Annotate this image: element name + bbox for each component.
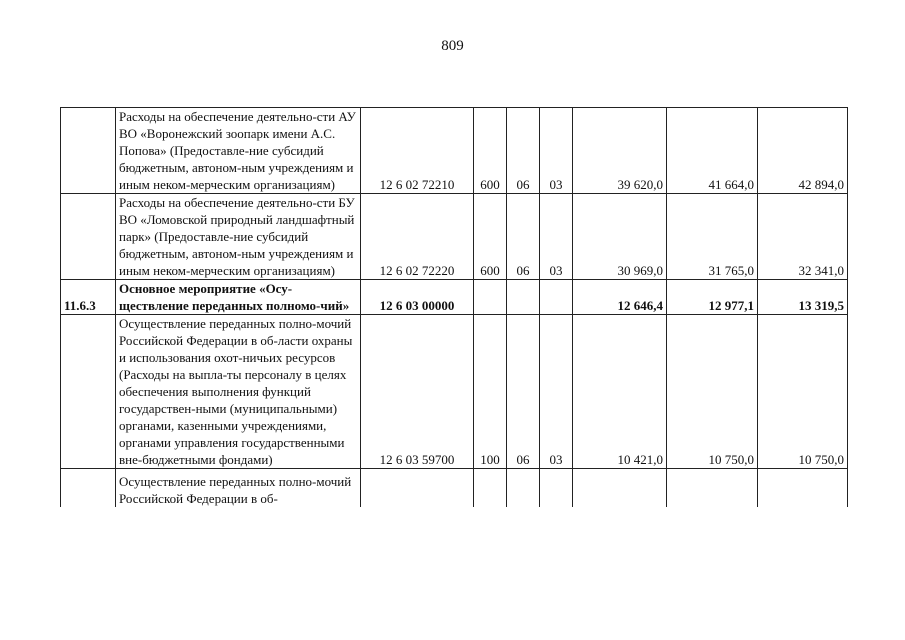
section-code: 06 [507,315,540,469]
amount-year-3: 32 341,0 [758,194,848,280]
row-number [61,315,116,469]
expense-type-code [474,469,507,507]
amount-year-1: 12 646,4 [573,280,667,315]
target-article-code [361,469,474,507]
row-description: Расходы на обеспечение деятельно-сти БУ ВО «Ломовской природный ландшафтный парк» (Предоставле-ние субсидий бюджетным, автоном-ным учреждениям и иным неком-мерческим организациям) [116,194,361,280]
amount-year-2 [667,469,758,507]
target-article-code: 12 6 03 00000 [361,280,474,315]
budget-table [60,107,848,507]
amount-year-1: 30 969,0 [573,194,667,280]
section-code: 06 [507,108,540,194]
row-number [61,194,116,280]
section-code [507,469,540,507]
amount-year-2: 31 765,0 [667,194,758,280]
table-row [61,315,848,469]
expense-type-code: 600 [474,194,507,280]
amount-year-3: 42 894,0 [758,108,848,194]
amount-year-3: 10 750,0 [758,315,848,469]
amount-year-2: 12 977,1 [667,280,758,315]
row-description: Расходы на обеспечение деятельно-сти АУ ВО «Воронежский зоопарк имени А.С. Попова» (Предоставле-ние субсидий бюджетным, автоном-ным учреждениям и иным неком-мерческим организациям) [116,108,361,194]
subsection-code: 03 [540,108,573,194]
amount-year-1: 39 620,0 [573,108,667,194]
amount-year-2: 41 664,0 [667,108,758,194]
amount-year-1: 10 421,0 [573,315,667,469]
page-number: 809 [441,38,464,54]
row-number [61,469,116,507]
subsection-code: 03 [540,194,573,280]
row-number: 11.6.3 [61,280,116,315]
table-row [61,194,848,280]
expense-type-code: 100 [474,315,507,469]
table-row-main-activity [61,280,848,315]
amount-year-2: 10 750,0 [667,315,758,469]
amount-year-3 [758,469,848,507]
row-description: Основное мероприятие «Осу-ществление переданных полномо-чий» [116,280,361,315]
target-article-code: 12 6 03 59700 [361,315,474,469]
table-row [61,108,848,194]
table-row [61,469,848,507]
section-code: 06 [507,194,540,280]
expense-type-code [474,280,507,315]
row-number [61,108,116,194]
subsection-code [540,280,573,315]
section-code [507,280,540,315]
subsection-code: 03 [540,315,573,469]
row-description: Осуществление переданных полно-мочий Российской Федерации в об- [116,469,361,507]
expense-type-code: 600 [474,108,507,194]
amount-year-3: 13 319,5 [758,280,848,315]
target-article-code: 12 6 02 72210 [361,108,474,194]
amount-year-1 [573,469,667,507]
target-article-code: 12 6 02 72220 [361,194,474,280]
subsection-code [540,469,573,507]
row-description: Осуществление переданных полно-мочий Российской Федерации в об-ласти охраны и использования охот-ничьих ресурсов (Расходы на выпла-ты персоналу в целях обеспечения выполнения функций государствен-ными (муниципальными) органами, казенными учреждениями, органами управления государственными вне-бюджетными фондами) [116,315,361,469]
